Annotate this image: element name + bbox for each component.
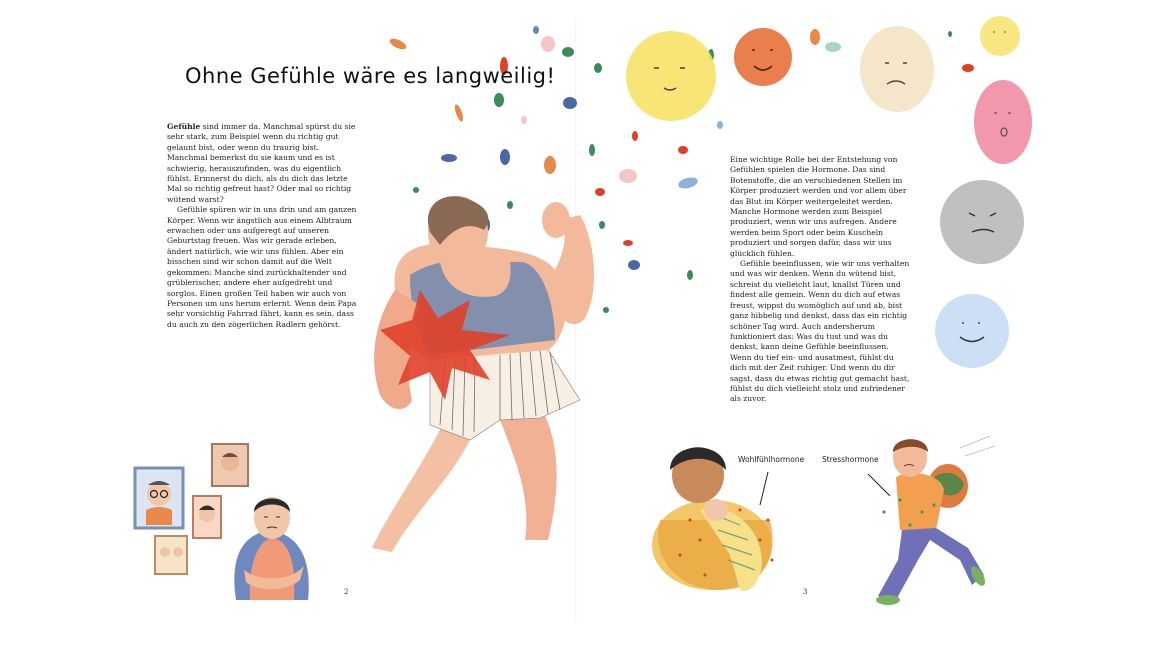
right-paragraph-1: Eine wichtige Rolle bei der Entstehung von Gefühlen spielen die Hormone. Das sind Botenstoffe, die an verschiedenen Stellen im Körper produziert werden und vor allem über das Blut im Körper weitergeleitet werden. Manche Hormone werden zum Beispiel produziert, wenn wir uns aufregen. Andere werden beim Sport oder beim Kuscheln produziert und sorgen dafür, dass wir uns glücklich fühlen. [730,155,907,258]
sad-cream-face-icon [860,26,934,112]
caption-wohlfuehlhormone: Wohlfühlhormone [738,455,805,464]
right-body-text [730,155,910,405]
surprised-pink-face-icon [974,80,1032,164]
happy-yellow-face-icon [626,31,716,121]
grinning-orange-face-icon [734,28,792,86]
dancing-person-illustration [372,196,594,552]
left-paragraph-2: Gefühle spüren wir in uns drin und am ganzen Körper. Wenn wir ängstlich aus einem Albtraum erwachen oder uns aufgeregt auf unseren Geburtstag freuen. Was wir gerade erleben, ändert natürlich, wie wir uns fühlen. Aber ein bisschen sind wir schon damit auf die Welt gekommen: Manche sind zurückhaltender und grüblerischer, andere eher aufgedreht und sorglos. Einen großen Teil haben wir auch von Personen um uns herum erlernt. Wenn dein Papa sehr vorsichtig Fahrrad fährt, kann es sein, dass du auch zu den zögerlichen Radlern gehörst. [167,205,357,329]
page-number-left: 2 [344,588,349,596]
parent-holding-baby-illustration [652,447,774,591]
lead-word: Gefühle [167,122,201,131]
family-portraits-illustration [135,444,248,574]
grumpy-child-illustration [234,497,308,600]
page-title: Ohne Gefühle wäre es langweilig! [185,64,556,88]
page-number-right: 3 [803,588,808,596]
left-body-text [167,122,357,330]
angry-grey-face-icon [940,180,1024,264]
running-child-illustration [868,436,995,605]
smiling-blue-face-icon [935,294,1009,368]
right-paragraph-2: Gefühle beeinflussen, wie wir uns verhalten und was wir denken. Wenn du wütend bist, schreist du vielleicht laut, knallst Türen und findest alle gemein. Wenn du dich auf etwas freust, wippst du womöglich auf und ab, bist ganz hibbelig und denkst, dass das ein richtig schöner Tag wird. Auch andersherum funktioniert das: Was du tust und was du denkst, kann deine Gefühle beeinflussen. Wenn du tief ein- und ausatmest, fühlst du dich mit der Zeit ruhiger. Und wenn du dir sagst, dass du etwas richtig gut gemacht hast, fühlst du dich vielleicht stolz und zufriedener als zuvor. [730,259,910,404]
caption-stresshormone: Stresshormone [822,455,879,464]
small-yellow-face-icon [980,16,1020,56]
left-paragraph-1 [167,122,357,205]
left-paragraph-1-text: sind immer da. Manchmal spürst du sie sehr stark, zum Beispiel wenn du richtig gut gelaunt bist, oder wenn du traurig bist. Manchmal bemerkst du sie kaum und es ist schwierig, herauszufinden, was du eigentlich fühlst. Erinnerst du dich, als du dich das letzte Mal so richtig gefreut hast? Oder mal so richtig wütend warst? [167,122,356,204]
